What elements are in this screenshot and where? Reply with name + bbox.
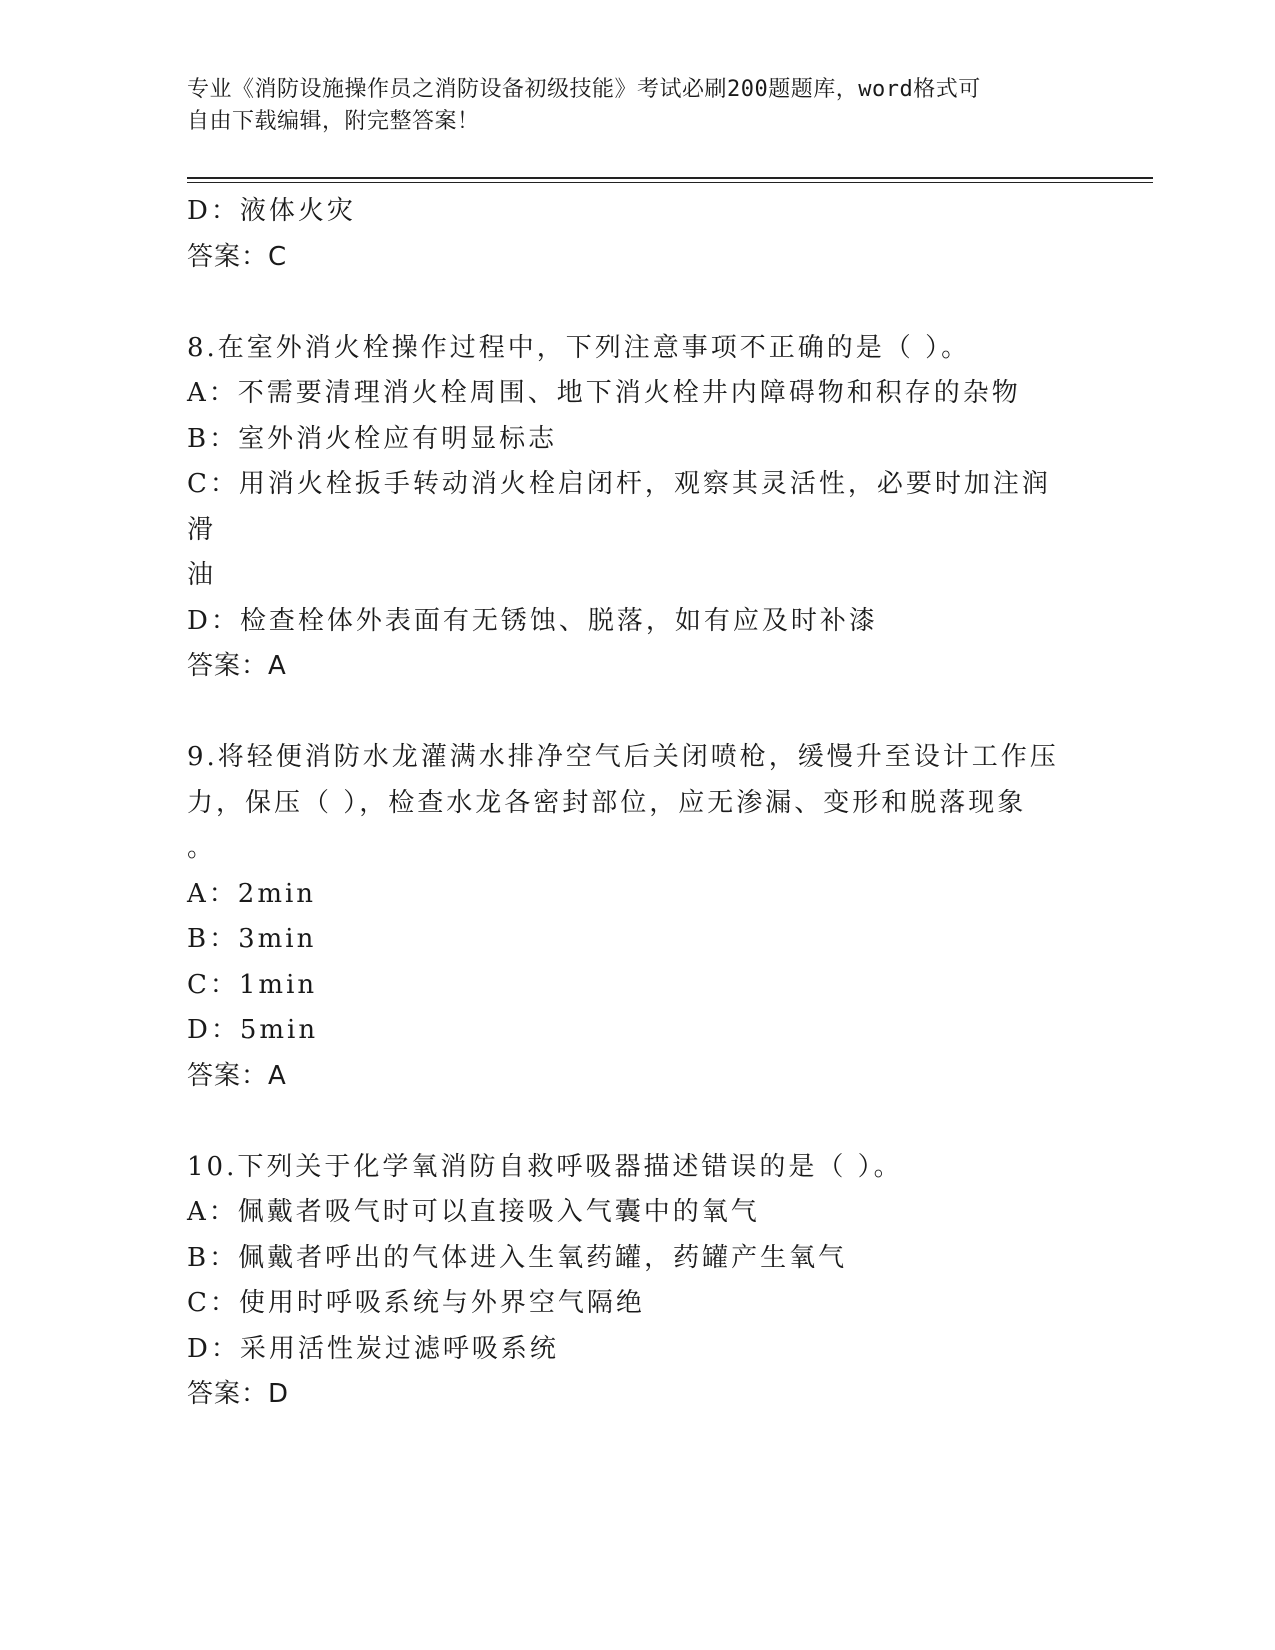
question-content [187, 189, 1067, 1418]
question-9 [187, 735, 1067, 1099]
option-a: A：2min [187, 878, 317, 909]
option-d: D：检查栓体外表面有无锈蚀、脱落，如有应及时补漆 [187, 605, 878, 636]
question-text-line-1: 9.将轻便消防水龙灌满水排净空气后关闭喷枪，缓慢升至设计工作压 [187, 742, 1059, 772]
question-8 [187, 326, 1067, 690]
answer-label: 答案：A [187, 1060, 287, 1091]
question-10 [187, 1145, 1067, 1418]
option-a: A：佩戴者吸气时可以直接吸入气囊中的氧气 [187, 1197, 760, 1227]
header-line-2: 自由下载编辑，附完整答案！ [187, 109, 480, 134]
option-a: A：不需要清理消火栓周围、地下消火栓井内障碍物和积存的杂物 [187, 378, 1021, 408]
answer-label: 答案：A [187, 651, 287, 681]
answer-label: 答案：D [187, 1379, 290, 1409]
option-c-line-2: 油 [187, 560, 217, 590]
question-text: 10.下列关于化学氧消防自救呼吸器描述错误的是（ ）。 [187, 1151, 903, 1182]
option-d: D：液体火灾 [187, 196, 356, 226]
question-text-line-2: 力，保压（ ），检查水龙各密封部位，应无渗漏、变形和脱落现象 [187, 787, 1027, 818]
question-text: 8.在室外消火栓操作过程中，下列注意事项不正确的是（ ）。 [187, 332, 971, 363]
header-divider-thick [187, 177, 1153, 179]
answer-label: 答案：C [187, 241, 288, 272]
previous-question-tail [187, 189, 1067, 280]
question-text-line-3: 。 [187, 833, 217, 863]
header-divider-thin [187, 182, 1153, 183]
option-b: B：3min [187, 924, 317, 954]
option-c: C：1min [187, 969, 318, 1000]
option-b: B：佩戴者呼出的气体进入生氧药罐，药罐产生氧气 [187, 1242, 848, 1273]
header-line-1: 专业《消防设施操作员之消防设备初级技能》考试必刷200题题库，word格式可 [187, 77, 981, 102]
page-header [187, 74, 1067, 138]
option-b: B：室外消火栓应有明显标志 [187, 423, 558, 454]
option-c-line-1: C：用消火栓扳手转动消火栓启闭杆，观察其灵活性，必要时加注润滑 [187, 469, 1051, 545]
option-c: C：使用时呼吸系统与外界空气隔绝 [187, 1288, 645, 1318]
option-d: D：采用活性炭过滤呼吸系统 [187, 1333, 559, 1364]
option-d: D：5min [187, 1015, 319, 1045]
